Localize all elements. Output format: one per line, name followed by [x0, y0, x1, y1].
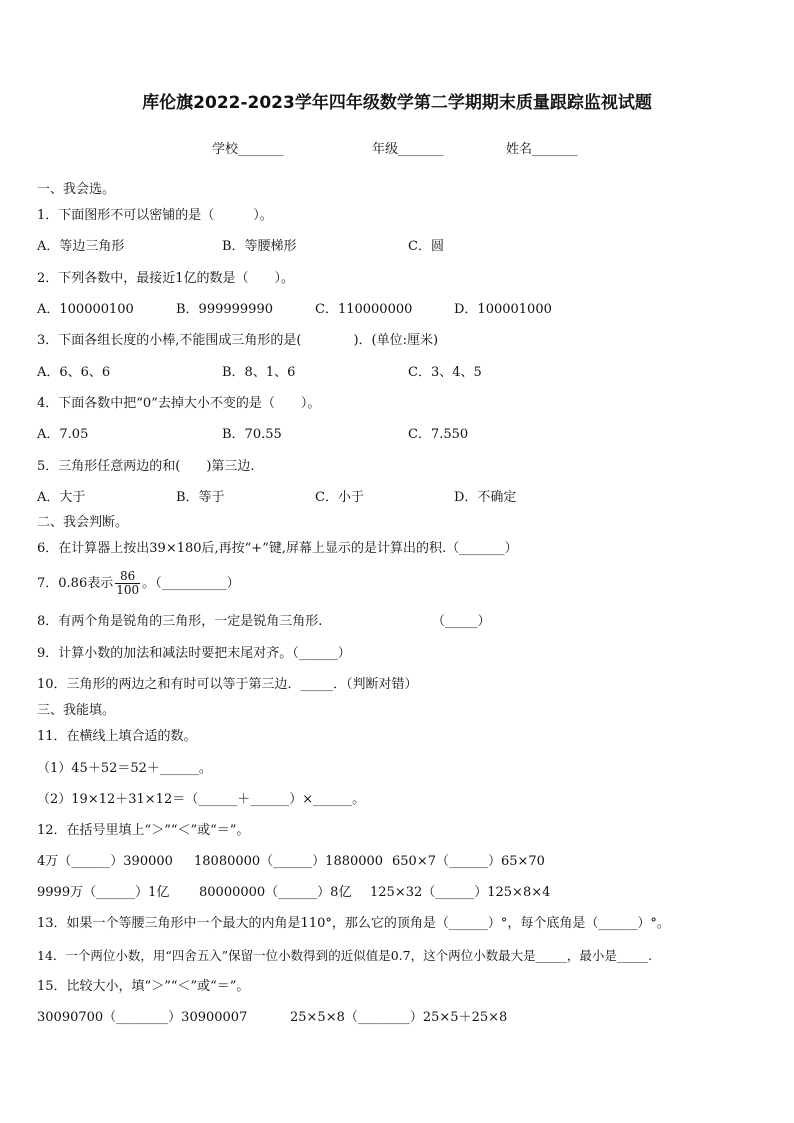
q12-item: 9999万（______）1亿 [37, 885, 170, 900]
section-heading-choice: 一、我会选。 [37, 182, 116, 197]
fraction-denominator: 100 [116, 583, 140, 597]
question-14: 14．一个两位小数，用“四舍五入”保留一位小数得到的近似值是0.7，这个两位小数最大是_____，最小是_____. [37, 948, 653, 963]
question-13: 13．如果一个等腰三角形中一个最大的内角是110°，那么它的顶角是（______）°，每个底角是（______）°。 [37, 916, 670, 931]
question-6: 6．在计算器上按出39×180后,再按“+”键,屏幕上显示的是计算出的积.（_______） [37, 541, 518, 556]
school-field: 学校_______ [212, 142, 284, 157]
q3-option-a: A．6、6、6 [37, 365, 111, 380]
question-3: 3．下面各组长度的小棒,不能围成三角形的是( )．(单位:厘米) [37, 333, 439, 348]
q12-item: 80000000（______）8亿 [199, 885, 352, 900]
question-1: 1．下面图形不可以密铺的是（ ）。 [37, 208, 273, 223]
question-4: 4．下面各数中把“0”去掉大小不变的是（ ）。 [37, 396, 321, 411]
section-heading-judge: 二、我会判断。 [37, 515, 129, 530]
page-title: 库伦旗2022-2023学年四年级数学第二学期期末质量跟踪监视试题 [142, 93, 652, 113]
question-15: 15．比较大小，填“＞”“＜”或“＝”。 [37, 979, 250, 994]
q2-option-a: A．100000100 [37, 302, 134, 317]
q12-item: 650×7（______）65×70 [392, 854, 545, 869]
q5-option-c: C．小于 [315, 490, 364, 505]
q4-option-c: C．7.550 [408, 427, 469, 442]
question-11: 11．在横线上填合适的数。 [37, 729, 197, 744]
question-2: 2．下列各数中，最接近1亿的数是（ ）。 [37, 271, 295, 286]
q2-option-d: D．100001000 [454, 302, 552, 317]
question-10: 10．三角形的两边之和有时可以等于第三边．_____．（判断对错） [37, 677, 418, 692]
question-11-part-1: （1）45＋52＝52＋______。 [37, 761, 212, 776]
q3-option-b: B．8、1、6 [222, 365, 296, 380]
q5-option-d: D．不确定 [454, 490, 517, 505]
question-7 [37, 566, 240, 602]
q7-suffix: 。（__________） [142, 576, 240, 591]
fraction [115, 570, 140, 597]
question-8: 8．有两个角是锐角的三角形，一定是锐角三角形. [37, 614, 323, 629]
question-12: 12．在括号里填上“＞”“＜”或“＝”。 [37, 823, 250, 838]
q12-item: 4万（______）390000 [37, 854, 173, 869]
question-5: 5．三角形任意两边的和( )第三边. [37, 459, 255, 474]
q12-item: 18080000（______）1880000 [194, 854, 384, 869]
q15-item: 30090700（________）30900007 [37, 1010, 248, 1025]
section-heading-fill: 三、我能填。 [37, 703, 116, 718]
q4-option-b: B．70.55 [222, 427, 282, 442]
q3-option-c: C．3、4、5 [408, 365, 482, 380]
grade-field: 年级_______ [372, 142, 444, 157]
q1-option-c: C．圆 [408, 239, 444, 254]
question-9: 9．计算小数的加法和减法时要把末尾对齐。（______） [37, 646, 351, 661]
q7-prefix: 7．0.86表示 [37, 576, 114, 591]
q1-option-b: B．等腰梯形 [222, 239, 297, 254]
q2-option-b: B．999999990 [176, 302, 273, 317]
q5-option-a: A．大于 [37, 490, 86, 505]
q15-item: 25×5×8（________）25×5＋25×8 [290, 1010, 508, 1025]
q5-option-b: B．等于 [176, 490, 225, 505]
question-11-part-2: （2）19×12＋31×12＝（______＋______）×______。 [37, 792, 366, 807]
q2-option-c: C．110000000 [315, 302, 413, 317]
q8-answer-blank: （_____） [432, 614, 491, 629]
name-field: 姓名_______ [506, 142, 578, 157]
fraction-numerator: 86 [115, 570, 140, 584]
q12-item: 125×32（______）125×8×4 [370, 885, 551, 900]
q1-option-a: A．等边三角形 [37, 239, 125, 254]
q4-option-a: A．7.05 [37, 427, 89, 442]
